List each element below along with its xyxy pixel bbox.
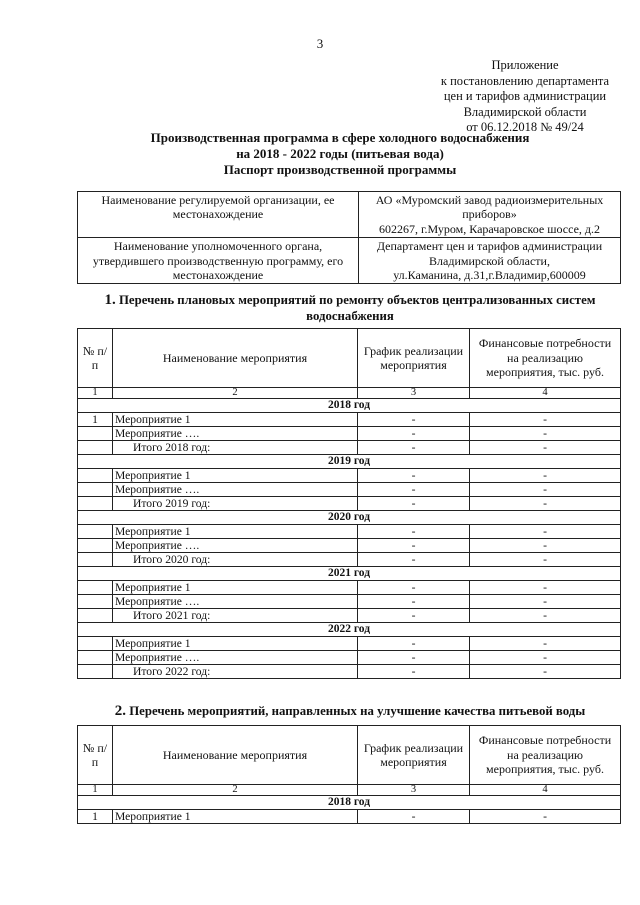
column-index: 3	[358, 388, 470, 399]
passport-label: Наименование регулируемой организации, ее местонахождение	[78, 192, 359, 238]
row-name: Мероприятие ….	[113, 483, 358, 497]
total-row	[78, 553, 621, 567]
title-line-3: Паспорт производственной программы	[223, 162, 457, 177]
row-name: Итого 2019 год:	[113, 497, 358, 511]
year-label: 2022 год	[78, 623, 621, 637]
appendix-line: Приложение	[491, 58, 559, 72]
row-schedule: -	[358, 497, 470, 511]
row-num	[78, 637, 113, 651]
row-name: Мероприятие 1	[113, 413, 358, 427]
row-schedule: -	[358, 413, 470, 427]
table-row	[78, 483, 621, 497]
year-row	[78, 623, 621, 637]
year-label: 2019 год	[78, 455, 621, 469]
passport-table	[77, 191, 621, 284]
row-finance: -	[470, 413, 621, 427]
row-num	[78, 441, 113, 455]
row-schedule: -	[358, 665, 470, 679]
title-line-2: на 2018 - 2022 годы (питьевая вода)	[236, 146, 444, 161]
row-finance: -	[470, 525, 621, 539]
row-num	[78, 609, 113, 623]
row-name: Мероприятие 1	[113, 469, 358, 483]
row-schedule: -	[358, 609, 470, 623]
section-number: 1.	[104, 292, 116, 308]
document-title	[60, 130, 620, 178]
row-num	[78, 525, 113, 539]
row-num	[78, 483, 113, 497]
passport-value-line: АО «Муромский завод радиоизмерительных приборов»	[375, 193, 604, 222]
row-schedule: -	[358, 553, 470, 567]
appendix-block	[420, 58, 630, 136]
total-row	[78, 441, 621, 455]
year-row	[78, 511, 621, 525]
row-schedule: -	[358, 483, 470, 497]
year-row	[78, 567, 621, 581]
header-finance: Финансовые потребности на реализацию мероприятия, тыс. руб.	[470, 329, 621, 388]
year-label: 2020 год	[78, 511, 621, 525]
row-finance: -	[470, 483, 621, 497]
row-schedule: -	[358, 581, 470, 595]
total-row	[78, 497, 621, 511]
column-index: 4	[470, 785, 621, 796]
row-schedule: -	[358, 595, 470, 609]
table-row	[78, 525, 621, 539]
passport-label: Наименование уполномоченного органа, утвердившего производственную программу, его местонахождение	[78, 238, 359, 284]
column-index: 3	[358, 785, 470, 796]
row-name: Мероприятие ….	[113, 427, 358, 441]
row-name: Мероприятие 1	[113, 525, 358, 539]
table-header-row	[78, 726, 621, 785]
table-row	[78, 651, 621, 665]
appendix-line: от 06.12.2018 № 49/24	[466, 120, 584, 134]
table-header-row	[78, 329, 621, 388]
row-name: Итого 2021 год:	[113, 609, 358, 623]
row-num	[78, 581, 113, 595]
row-num	[78, 539, 113, 553]
row-schedule: -	[358, 539, 470, 553]
row-num: 1	[78, 810, 113, 824]
header-schedule: График реализации мероприятия	[358, 726, 470, 785]
passport-value-line: 602267, г.Муром, Карачаровское шоссе, д.2	[378, 221, 601, 236]
row-num	[78, 651, 113, 665]
row-finance: -	[470, 595, 621, 609]
table-row	[78, 581, 621, 595]
row-finance: -	[470, 810, 621, 824]
water-quality-table	[77, 725, 621, 824]
row-schedule: -	[358, 637, 470, 651]
row-num	[78, 497, 113, 511]
passport-value	[359, 192, 621, 238]
row-name: Мероприятие 1	[113, 637, 358, 651]
year-label: 2018 год	[78, 796, 621, 810]
row-name: Итого 2020 год:	[113, 553, 358, 567]
row-name: Итого 2018 год:	[113, 441, 358, 455]
header-schedule: График реализации мероприятия	[358, 329, 470, 388]
year-row	[78, 399, 621, 413]
header-name: Наименование мероприятия	[113, 726, 358, 785]
table-row	[78, 539, 621, 553]
row-name: Итого 2022 год:	[113, 665, 358, 679]
row-name: Мероприятие ….	[113, 539, 358, 553]
row-num	[78, 427, 113, 441]
table-row	[78, 637, 621, 651]
header-num: № п/п	[78, 329, 113, 388]
passport-value-line: ул.Каманина, д.31,г.Владимир,600009	[393, 268, 586, 283]
row-finance: -	[470, 427, 621, 441]
table-row	[78, 413, 621, 427]
row-num	[78, 553, 113, 567]
row-finance: -	[470, 553, 621, 567]
title-line-1: Производственная программа в сфере холодного водоснабжения	[150, 130, 530, 145]
page-number: 3	[316, 36, 324, 51]
row-finance: -	[470, 651, 621, 665]
row-schedule: -	[358, 441, 470, 455]
year-label: 2021 год	[78, 567, 621, 581]
column-index-row	[78, 785, 621, 796]
row-name: Мероприятие ….	[113, 651, 358, 665]
column-index: 1	[78, 388, 113, 399]
row-schedule: -	[358, 651, 470, 665]
column-index-row	[78, 388, 621, 399]
row-num	[78, 469, 113, 483]
row-finance: -	[470, 469, 621, 483]
appendix-line: Владимирской области	[463, 104, 587, 119]
section-title-text: Перечень плановых мероприятий по ремонту объектов централизованных систем водоснабжения	[118, 293, 596, 323]
row-finance: -	[470, 665, 621, 679]
year-row	[78, 796, 621, 810]
row-num	[78, 595, 113, 609]
table-row	[78, 595, 621, 609]
header-num: № п/п	[78, 726, 113, 785]
column-index: 4	[470, 388, 621, 399]
header-finance: Финансовые потребности на реализацию мероприятия, тыс. руб.	[470, 726, 621, 785]
row-name: Мероприятие 1	[113, 581, 358, 595]
column-index: 1	[78, 785, 113, 796]
row-schedule: -	[358, 525, 470, 539]
passport-value	[359, 238, 621, 284]
section-title-text: Перечень мероприятий, направленных на улучшение качества питьевой воды	[129, 704, 586, 718]
appendix-line: к постановлению департамента	[440, 73, 610, 88]
row-schedule: -	[358, 810, 470, 824]
column-index: 2	[113, 785, 358, 796]
row-num	[78, 665, 113, 679]
table-row	[78, 469, 621, 483]
column-index: 2	[113, 388, 358, 399]
row-finance: -	[470, 637, 621, 651]
row-finance: -	[470, 539, 621, 553]
row-finance: -	[470, 441, 621, 455]
total-row	[78, 665, 621, 679]
repair-plan-table	[77, 328, 621, 679]
passport-row	[78, 238, 621, 284]
passport-row	[78, 192, 621, 238]
row-schedule: -	[358, 469, 470, 483]
header-name: Наименование мероприятия	[113, 329, 358, 388]
table-row	[78, 427, 621, 441]
row-finance: -	[470, 581, 621, 595]
passport-value-line: Департамент цен и тарифов администрации Владимирской области,	[376, 239, 603, 268]
section-1-title	[80, 292, 620, 324]
row-num: 1	[78, 413, 113, 427]
row-schedule: -	[358, 427, 470, 441]
row-name: Мероприятие ….	[113, 595, 358, 609]
appendix-line: цен и тарифов администрации	[443, 89, 607, 103]
row-finance: -	[470, 609, 621, 623]
row-finance: -	[470, 497, 621, 511]
year-label: 2018 год	[78, 399, 621, 413]
row-name: Мероприятие 1	[113, 810, 358, 824]
year-row	[78, 455, 621, 469]
total-row	[78, 609, 621, 623]
table-row	[78, 810, 621, 824]
section-2-title	[80, 703, 620, 719]
section-number: 2.	[114, 703, 126, 719]
